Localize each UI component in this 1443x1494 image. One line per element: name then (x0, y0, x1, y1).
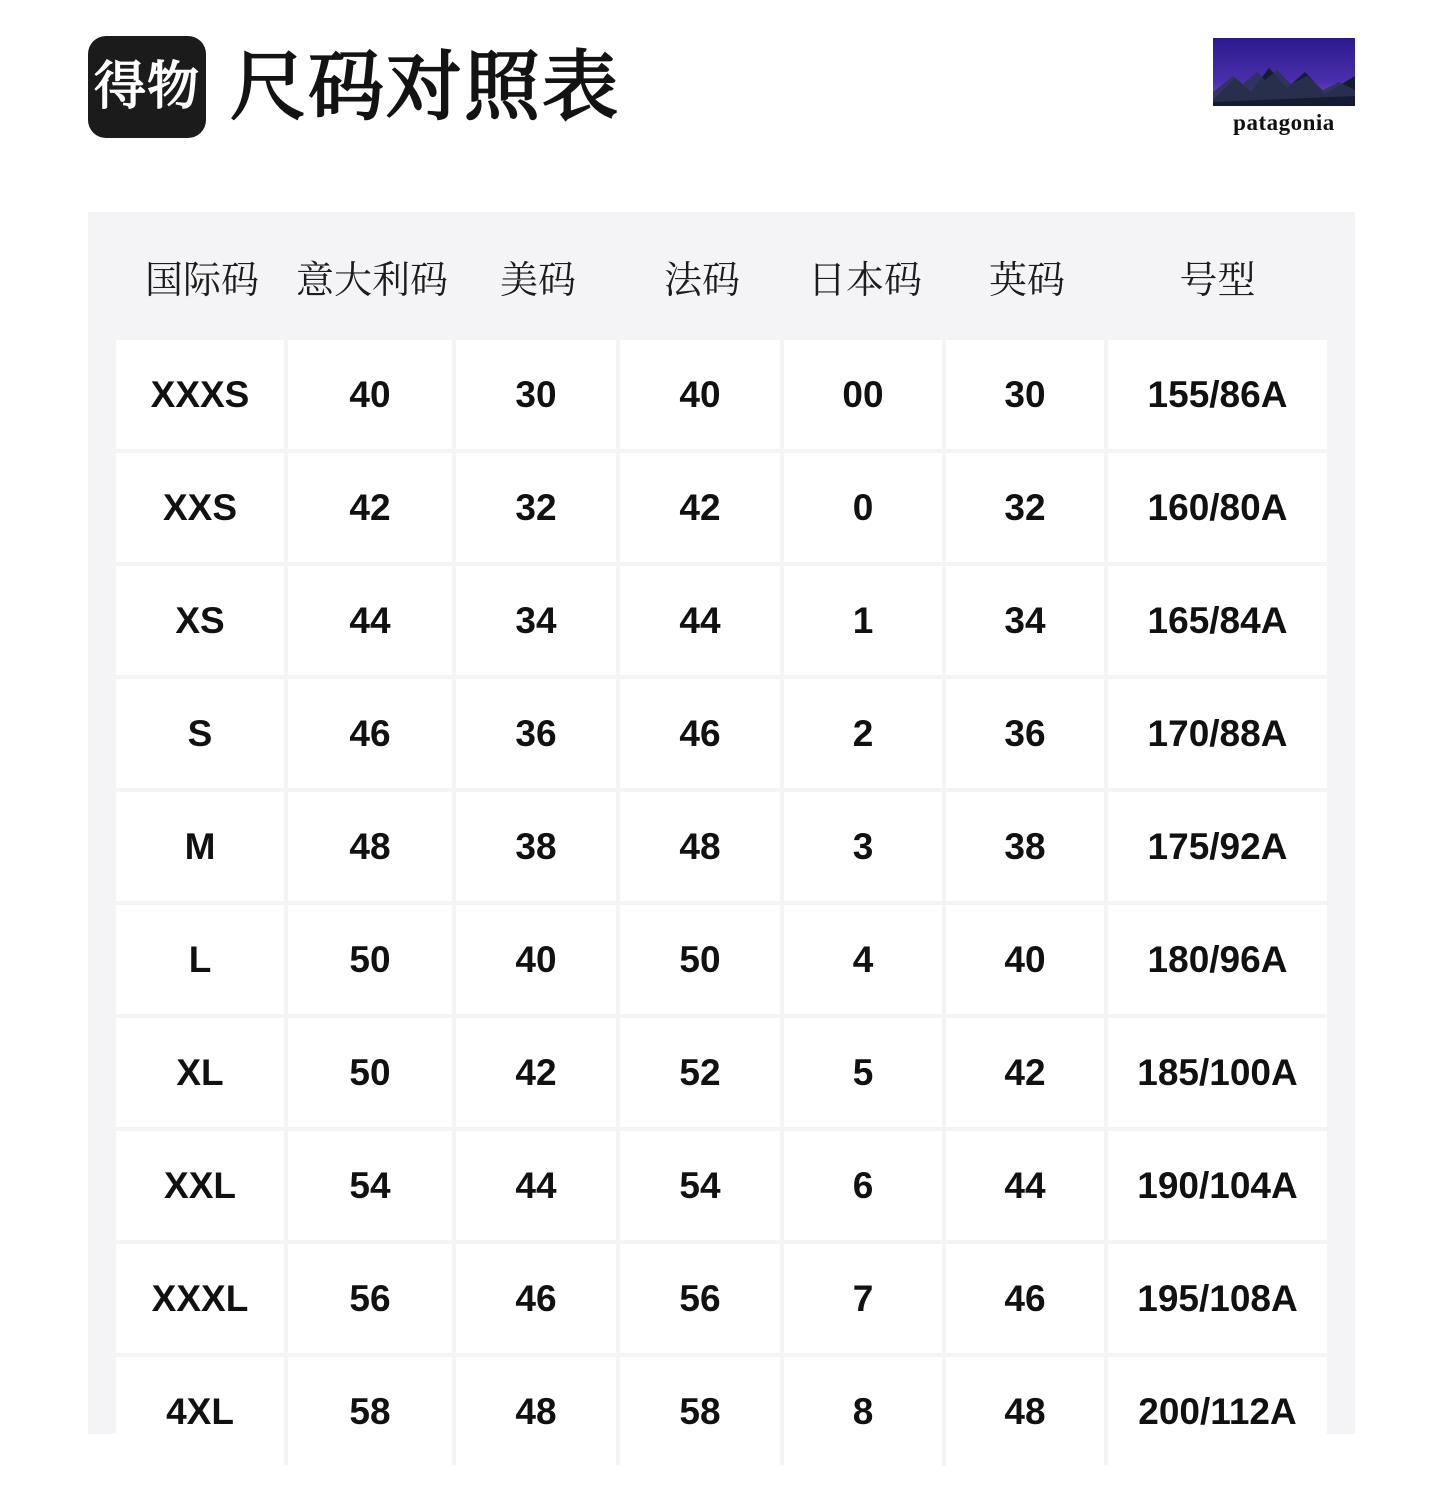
cell-cn-spec: 200/112A (1108, 1357, 1327, 1466)
cell-uk: 48 (946, 1357, 1108, 1466)
cell-cn-spec: 165/84A (1108, 566, 1327, 679)
cell-us: 30 (456, 340, 620, 453)
cell-japan: 8 (784, 1357, 946, 1466)
cell-international: M (116, 792, 288, 905)
size-table-body (116, 340, 1327, 1466)
cell-japan: 7 (784, 1244, 946, 1357)
size-table-card (88, 212, 1355, 1434)
table-row (116, 905, 1327, 1018)
column-header-italy: 意大利码 (288, 212, 456, 340)
cell-cn-spec: 185/100A (1108, 1018, 1327, 1131)
cell-italy: 50 (288, 905, 456, 1018)
cell-international: XXXS (116, 340, 288, 453)
dewu-brand-badge-text: 得物 (93, 57, 200, 117)
table-header-row (116, 212, 1327, 340)
cell-italy: 44 (288, 566, 456, 679)
column-header-france: 法码 (620, 212, 784, 340)
cell-cn-spec: 180/96A (1108, 905, 1327, 1018)
table-row (116, 453, 1327, 566)
cell-cn-spec: 175/92A (1108, 792, 1327, 905)
cell-us: 36 (456, 679, 620, 792)
cell-cn-spec: 195/108A (1108, 1244, 1327, 1357)
dewu-brand-badge (88, 36, 206, 138)
column-header-japan: 日本码 (784, 212, 946, 340)
page-title: 尺码对照表 (230, 42, 620, 131)
cell-france: 52 (620, 1018, 784, 1131)
column-header-international: 国际码 (116, 212, 288, 340)
cell-us: 42 (456, 1018, 620, 1131)
cell-japan: 4 (784, 905, 946, 1018)
cell-france: 50 (620, 905, 784, 1018)
cell-international: S (116, 679, 288, 792)
cell-uk: 30 (946, 340, 1108, 453)
cell-us: 34 (456, 566, 620, 679)
cell-us: 40 (456, 905, 620, 1018)
table-row (116, 1357, 1327, 1466)
cell-us: 44 (456, 1131, 620, 1244)
cell-us: 32 (456, 453, 620, 566)
table-row (116, 1018, 1327, 1131)
size-table-inner (88, 212, 1355, 1466)
cell-japan: 00 (784, 340, 946, 453)
cell-france: 40 (620, 340, 784, 453)
cell-italy: 46 (288, 679, 456, 792)
cell-italy: 42 (288, 453, 456, 566)
cell-international: XL (116, 1018, 288, 1131)
cell-france: 44 (620, 566, 784, 679)
cell-us: 38 (456, 792, 620, 905)
table-row (116, 340, 1327, 453)
cell-italy: 50 (288, 1018, 456, 1131)
table-row (116, 1244, 1327, 1357)
column-header-uk: 英码 (946, 212, 1108, 340)
svg-text:patagonia: patagonia (1233, 110, 1335, 135)
cell-japan: 2 (784, 679, 946, 792)
patagonia-logo (1213, 38, 1355, 136)
size-conversion-table (116, 212, 1327, 1466)
cell-japan: 3 (784, 792, 946, 905)
cell-france: 48 (620, 792, 784, 905)
cell-international: XS (116, 566, 288, 679)
column-header-us: 美码 (456, 212, 620, 340)
cell-uk: 40 (946, 905, 1108, 1018)
cell-italy: 56 (288, 1244, 456, 1357)
cell-international: 4XL (116, 1357, 288, 1466)
cell-us: 46 (456, 1244, 620, 1357)
cell-cn-spec: 170/88A (1108, 679, 1327, 792)
table-row (116, 1131, 1327, 1244)
table-row (116, 792, 1327, 905)
cell-uk: 44 (946, 1131, 1108, 1244)
table-row (116, 679, 1327, 792)
cell-france: 42 (620, 453, 784, 566)
cell-japan: 1 (784, 566, 946, 679)
cell-cn-spec: 190/104A (1108, 1131, 1327, 1244)
cell-japan: 5 (784, 1018, 946, 1131)
cell-uk: 34 (946, 566, 1108, 679)
size-table-head (116, 212, 1327, 340)
cell-uk: 38 (946, 792, 1108, 905)
cell-uk: 32 (946, 453, 1108, 566)
cell-international: XXS (116, 453, 288, 566)
cell-cn-spec: 155/86A (1108, 340, 1327, 453)
cell-france: 58 (620, 1357, 784, 1466)
cell-uk: 42 (946, 1018, 1108, 1131)
patagonia-logo-icon (1213, 38, 1355, 136)
column-header-cn-spec: 号型 (1108, 212, 1327, 340)
cell-france: 56 (620, 1244, 784, 1357)
cell-italy: 58 (288, 1357, 456, 1466)
table-row (116, 566, 1327, 679)
cell-cn-spec: 160/80A (1108, 453, 1327, 566)
cell-italy: 54 (288, 1131, 456, 1244)
cell-italy: 48 (288, 792, 456, 905)
cell-uk: 36 (946, 679, 1108, 792)
cell-japan: 6 (784, 1131, 946, 1244)
cell-us: 48 (456, 1357, 620, 1466)
cell-france: 46 (620, 679, 784, 792)
cell-japan: 0 (784, 453, 946, 566)
cell-international: L (116, 905, 288, 1018)
cell-france: 54 (620, 1131, 784, 1244)
cell-uk: 46 (946, 1244, 1108, 1357)
page-header (88, 22, 1355, 152)
cell-international: XXL (116, 1131, 288, 1244)
cell-italy: 40 (288, 340, 456, 453)
cell-international: XXXL (116, 1244, 288, 1357)
